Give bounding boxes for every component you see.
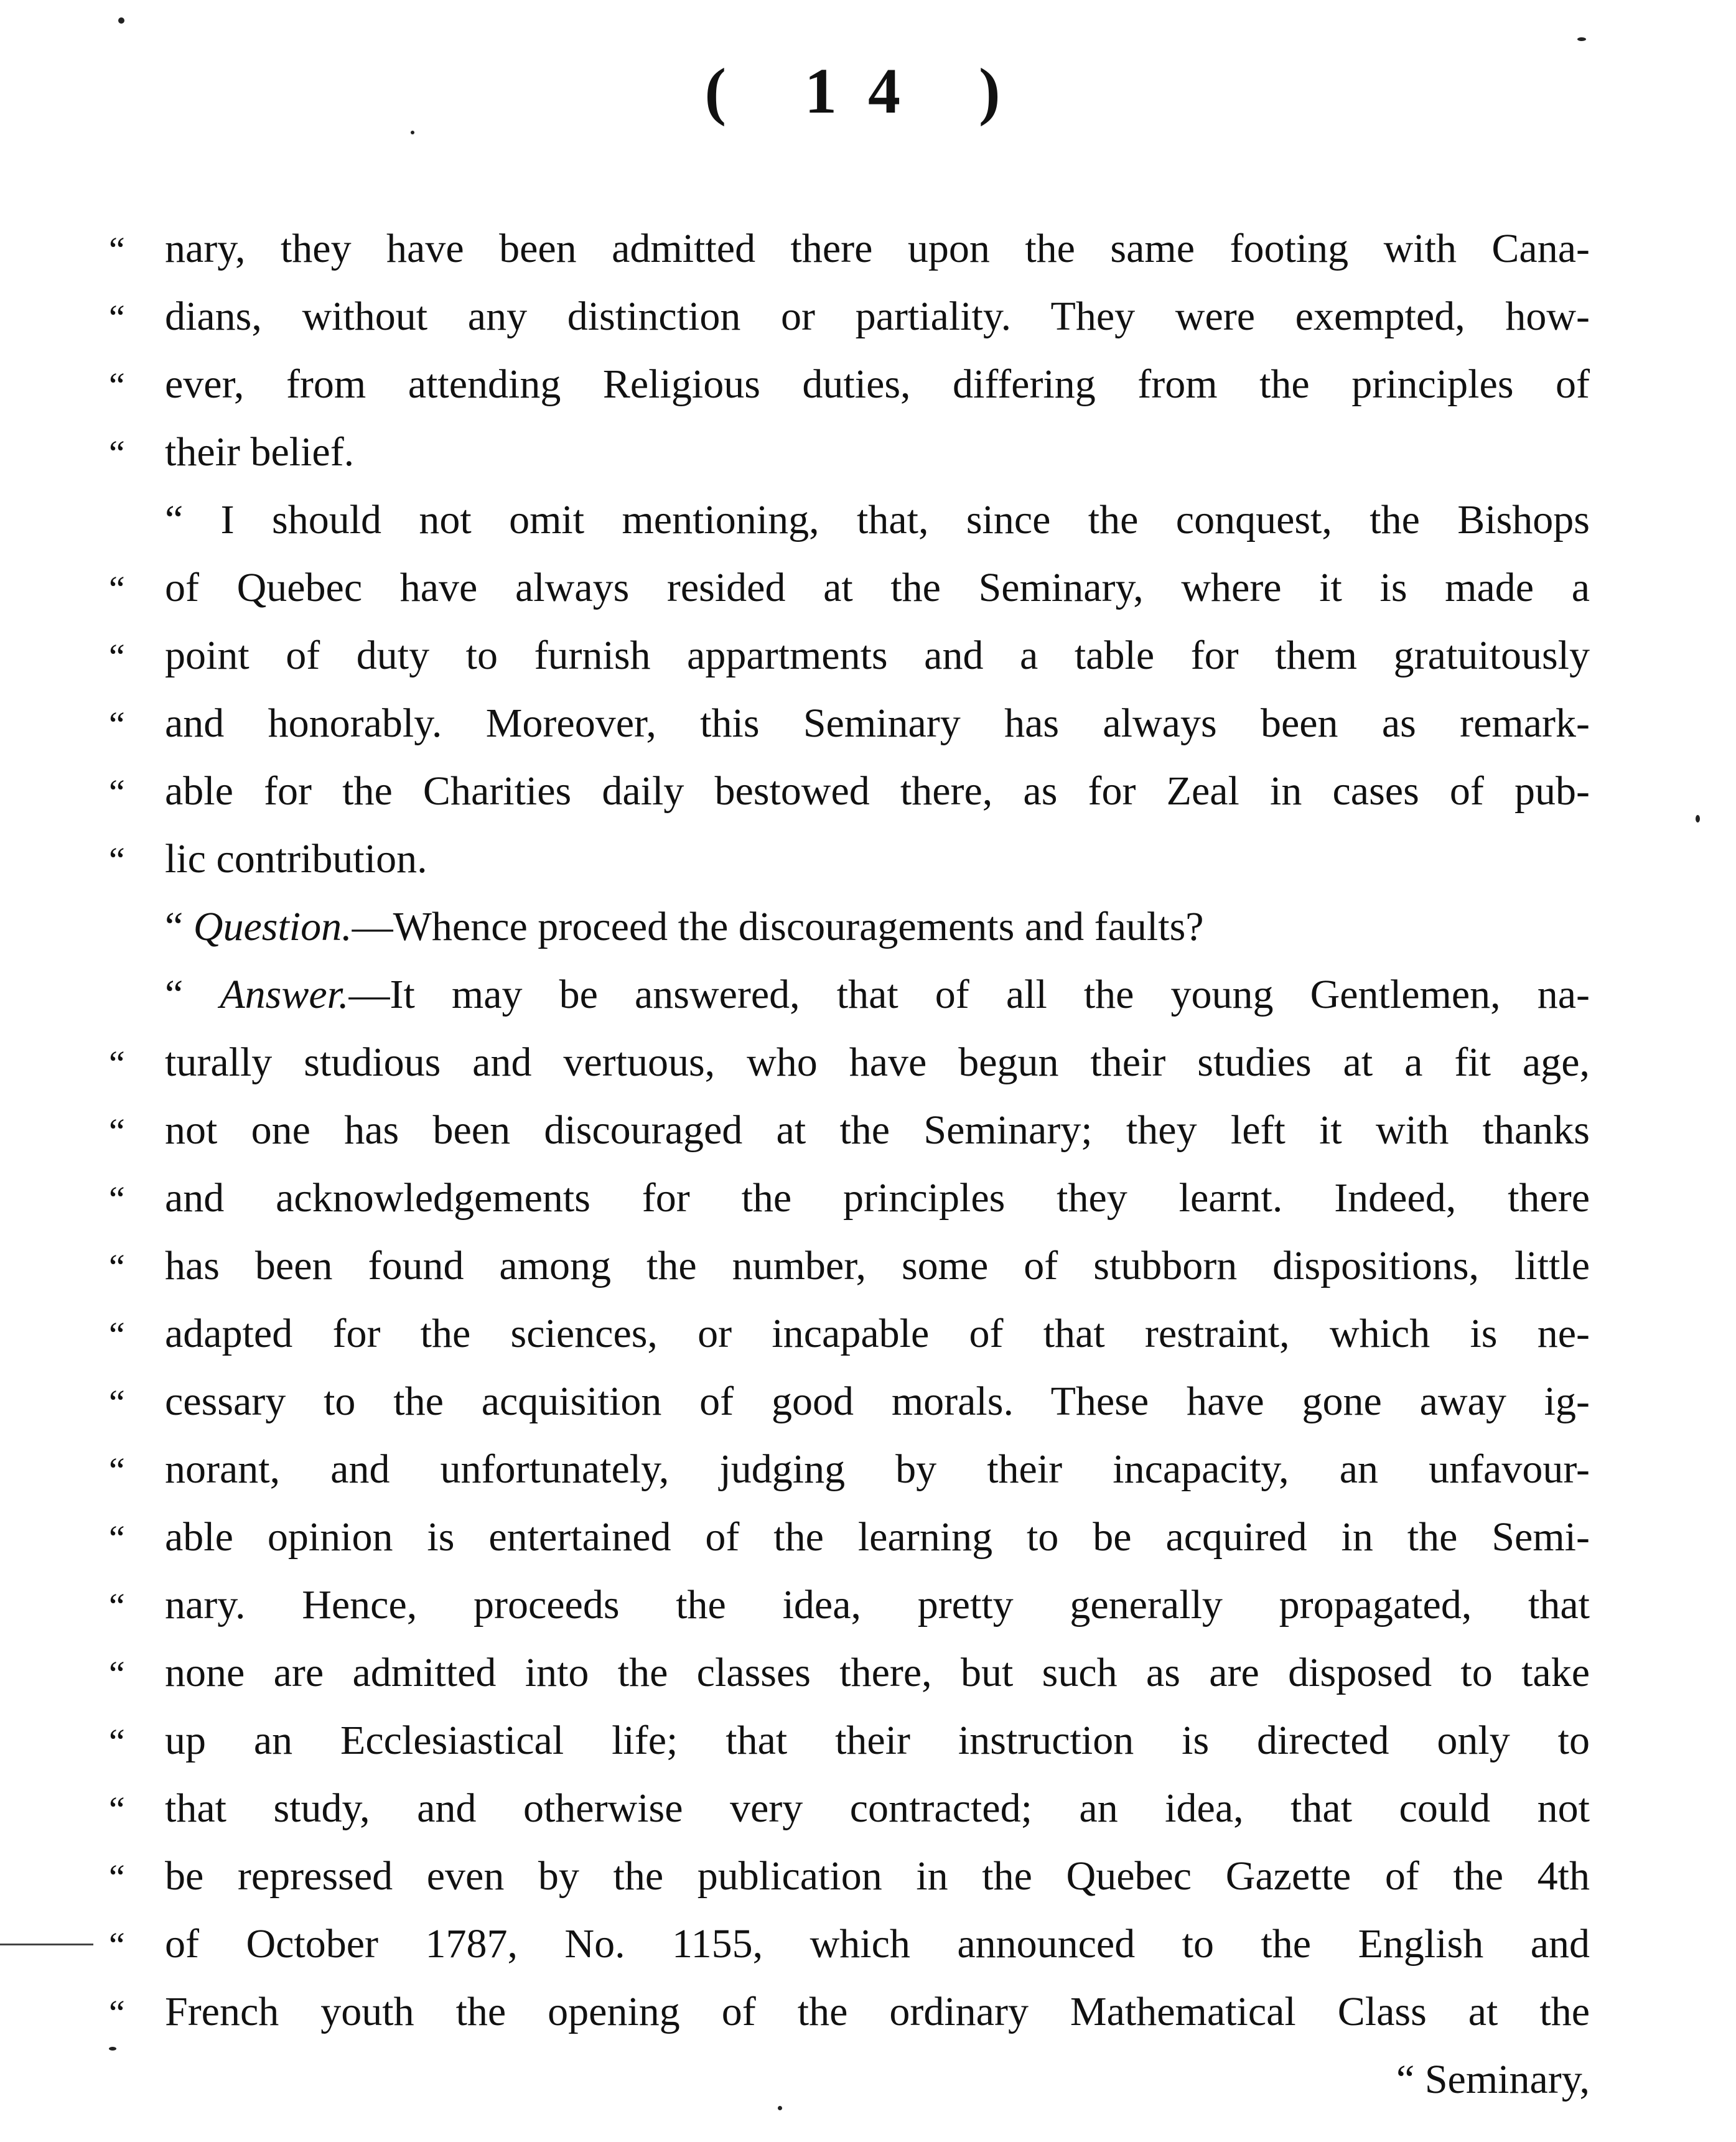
text-line [109,1164,1590,1232]
line-text [165,1910,1590,1978]
text-line [109,282,1590,350]
line-text [165,1435,1590,1503]
text-line [109,1300,1590,1367]
line-words: that study, and otherwise very contracted; an idea, that could not [165,1786,1590,1831]
running-quote-mark: “ [109,230,125,270]
running-quote-mark: “ [109,297,125,338]
line-text [165,1096,1590,1164]
line-text [165,1300,1590,1367]
running-quote-mark: “ [109,1382,125,1423]
text-line [109,1503,1590,1571]
text-line [109,486,1590,554]
line-words: and acknowledgements for the principles they learnt. Indeed, there [165,1175,1590,1221]
line-text [165,1774,1590,1842]
dialogue-label: Answer. [220,972,349,1017]
line-text [165,215,1590,282]
line-text [165,622,1590,689]
line-text [165,689,1590,757]
scan-speck [411,131,414,134]
running-quote-mark: “ [109,1586,125,1626]
dialogue-label: Question. [193,904,352,949]
text-line [109,622,1590,689]
text-line [109,1367,1590,1435]
text-line [109,689,1590,757]
line-text [165,486,1590,554]
line-words: lic contribution. [165,836,427,882]
line-words: turally studious and vertuous, who have begun their studies at a fit age, [165,1040,1590,1085]
text-line [109,961,1590,1028]
line-words: of Quebec have always resided at the Seminary, where it is made a [165,565,1590,610]
line-text [165,1028,1590,1096]
line-words: nary. Hence, proceeds the idea, pretty generally propagated, that [165,1582,1590,1627]
page-number: ( 14 ) [704,55,1032,127]
line-words: adapted for the sciences, or incapable of that restraint, which is ne- [165,1311,1590,1356]
line-words: their belief. [165,429,355,475]
line-words: cessary to the acquisition of good morals. These have gone away ig- [165,1379,1590,1424]
line-words: and honorably. Moreover, this Seminary has always been as remark- [165,701,1590,746]
line-text [165,418,1590,486]
text-line [109,1028,1590,1096]
opening-quote: “ [165,972,220,1017]
catchword: “ Seminary, [1396,2057,1590,2102]
scan-speck [118,17,124,24]
line-words: able opinion is entertained of the learning to be acquired in the Semi- [165,1514,1590,1560]
running-quote-mark: “ [109,569,125,609]
line-words: not one has been discouraged at the Seminary; they left it with thanks [165,1107,1590,1153]
running-quote-mark: “ [109,1111,125,1152]
text-line [109,893,1590,961]
line-words: French youth the opening of the ordinary Mathematical Class at the [165,1989,1590,2034]
line-text [165,350,1590,418]
text-line [109,418,1590,486]
running-quote-mark: “ [109,1518,125,1558]
line-text [165,961,1590,1028]
running-quote-mark: “ [109,1247,125,1287]
line-words: —Whence proceed the discouragements and faults? [352,904,1204,949]
line-words: —It may be answered, that of all the young Gentlemen, na- [348,972,1590,1017]
line-text [165,1707,1590,1774]
running-quote-mark: “ [109,1721,125,1762]
running-quote-mark: “ [109,1925,125,1965]
line-text [165,1503,1590,1571]
running-quote-mark: “ [109,636,125,677]
running-quote-mark: “ [109,1857,125,1898]
line-words: up an Ecclesiastical life; that their instruction is directed only to [165,1718,1590,1763]
text-line [109,350,1590,418]
running-quote-mark: “ [109,704,125,745]
line-text [165,1367,1590,1435]
running-quote-mark: “ [109,840,125,880]
text-line [109,554,1590,622]
line-words: has been found among the number, some of stubborn dispositions, little [165,1243,1590,1288]
line-text [165,1571,1590,1639]
line-text [165,282,1590,350]
body-text [109,215,1590,2046]
line-text [165,1842,1590,1910]
line-text [165,893,1590,961]
running-quote-mark: “ [109,1450,125,1491]
line-words: able for the Charities daily bestowed there, as for Zeal in cases of pub- [165,768,1590,814]
text-line [109,1571,1590,1639]
line-text [165,757,1590,825]
running-quote-mark: “ [109,1654,125,1694]
line-text [165,1978,1590,2046]
running-quote-mark: “ [109,1789,125,1830]
text-line [109,1978,1590,2046]
text-line [109,757,1590,825]
scan-artifact-line [0,1944,93,1945]
running-quote-mark: “ [109,1043,125,1084]
text-line [109,1910,1590,1978]
running-quote-mark: “ [109,1993,125,2033]
line-text [165,1639,1590,1707]
line-text [165,554,1590,622]
line-text [165,1164,1590,1232]
text-line [109,1707,1590,1774]
text-line [109,1842,1590,1910]
running-quote-mark: “ [109,433,125,473]
running-quote-mark: “ [109,1179,125,1219]
line-words: “ I should not omit mentioning, that, since the conquest, the Bishops [165,497,1590,542]
text-line [109,1435,1590,1503]
line-words: point of duty to furnish appartments and a table for them gratuitously [165,633,1590,678]
line-text [165,825,1590,893]
line-words: of October 1787, No. 1155, which announced to the English and [165,1921,1590,1967]
running-quote-mark: “ [109,365,125,406]
line-words: nary, they have been admitted there upon the same footing with Cana- [165,226,1590,271]
text-line [109,825,1590,893]
scan-speck [109,2047,116,2051]
line-words: none are admitted into the classes there, but such as are disposed to take [165,1650,1590,1695]
text-line [109,1096,1590,1164]
line-words: ever, from attending Religious duties, differing from the principles of [165,361,1590,407]
scan-speck [1577,37,1586,41]
text-line [109,215,1590,282]
opening-quote: “ [165,904,194,949]
line-words: norant, and unfortunately, judging by their incapacity, an unfavour- [165,1446,1590,1492]
text-line [109,1232,1590,1300]
scan-speck [778,2106,782,2110]
text-line [109,1639,1590,1707]
line-text [165,1232,1590,1300]
scan-speck [1696,815,1700,822]
line-words: be repressed even by the publication in the Quebec Gazette of the 4th [165,1853,1590,1899]
line-words: dians, without any distinction or partiality. They were exempted, how- [165,294,1590,339]
running-quote-mark: “ [109,772,125,813]
running-quote-mark: “ [109,1315,125,1355]
text-line [109,1774,1590,1842]
